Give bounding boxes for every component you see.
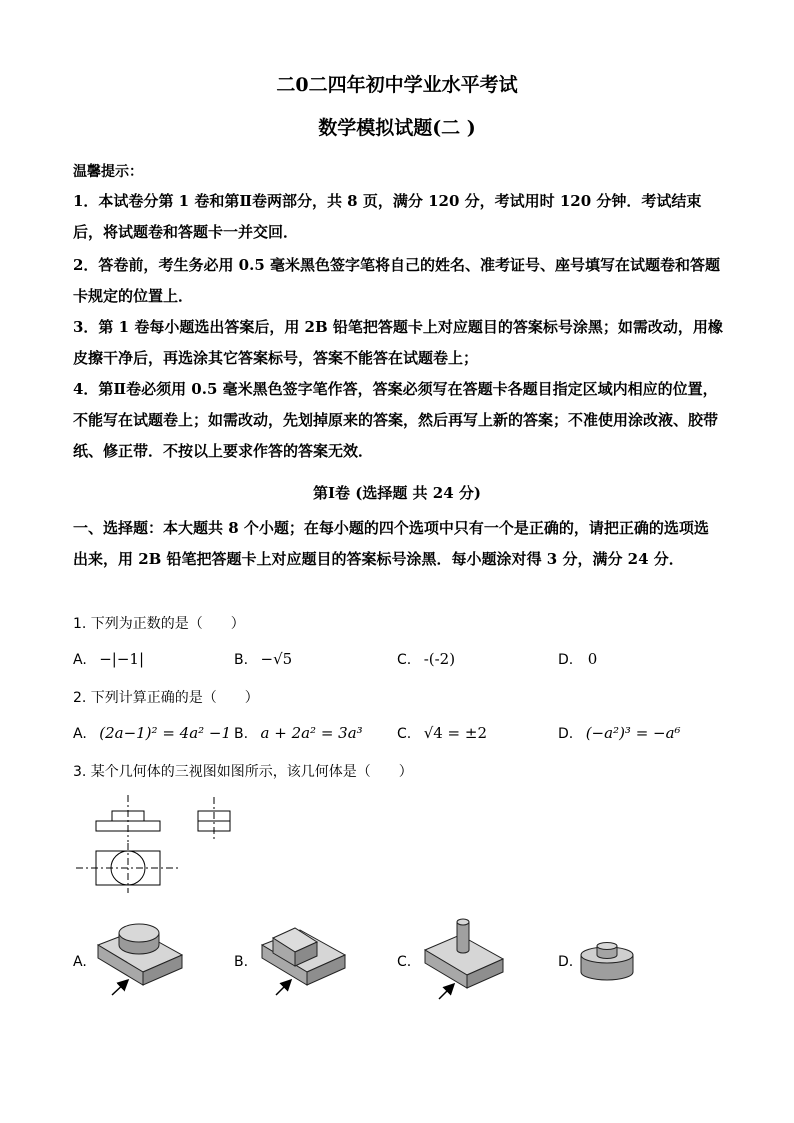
q3-solid-d: [581, 943, 633, 981]
q2-option-b-expr: a + 2a² = 3a³: [260, 724, 363, 742]
q1-option-b-letter: B.: [234, 652, 249, 668]
q2-option-d-letter: D.: [558, 726, 574, 742]
q2-option-c-expr: √4 = ±2: [423, 724, 488, 742]
q3-option-b-letter: B.: [234, 954, 249, 970]
notice-item-2: 2．答卷前，考生务必用 0.5 毫米黑色签字笔将自己的姓名、准考证号、座号填写在试题卷和答题卡规定的位置上．: [73, 256, 720, 305]
q3-solid-c: [425, 919, 503, 999]
q1-option-b-expr: −√5: [260, 650, 293, 668]
q3-option-d-letter: D.: [558, 954, 574, 970]
notice-item-1: 1．本试卷分第 1 卷和第Ⅱ卷两部分，共 8 页，满分 120 分，考试用时 120 分钟．考试结束后，将试题卷和答题卡一并交回．: [73, 192, 702, 241]
q1-option-a-letter: A.: [73, 652, 87, 668]
q1-option-a-expr: −|−1|: [99, 650, 145, 668]
q1-option-d-letter: D.: [558, 652, 574, 668]
notice-item-3: 3．第 1 卷每小题选出答案后，用 2B 铅笔把答题卡上对应题目的答案标号涂黑；如需改动，用橡皮擦干净后，再选涂其它答案标号，答案不能答在试题卷上；: [73, 318, 723, 367]
q3-solid-b: [262, 928, 345, 995]
q1-option-c-expr: -(-2): [423, 650, 456, 668]
question-1-stem: 1. 下列为正数的是（ ）: [73, 616, 245, 632]
q2-option-c-letter: C.: [397, 726, 412, 742]
exam-subtitle: 数学模拟试题(二 ): [318, 117, 476, 139]
q3-option-a-letter: A.: [73, 954, 87, 970]
q1-option-d-expr: 0: [587, 650, 598, 668]
q2-option-a-letter: A.: [73, 726, 87, 742]
question-2-stem: 2. 下列计算正确的是（ ）: [73, 690, 259, 706]
notice-item-4: 4．第Ⅱ卷必须用 0.5 毫米黑色签字笔作答，答案必须写在答题卡各题目指定区域内相应的位置，不能写在试题卷上；如需改动，先划掉原来的答案，然后再写上新的答案；不准使用涂改液、胶带纸、修正带．不按以上要求作答的答案无效．: [73, 380, 719, 460]
notice-heading: 温馨提示：: [73, 164, 143, 180]
q3-solid-a: [98, 924, 182, 995]
q2-option-b-letter: B.: [234, 726, 249, 742]
question-3-stem: 3. 某个几何体的三视图如图所示，该几何体是（ ）: [73, 764, 413, 780]
section-title: 第Ⅰ卷 (选择题 共 24 分): [313, 484, 481, 502]
section-instructions: 一、选择题：本大题共 8 个小题；在每小题的四个选项中只有一个是正确的，请把正确的选项选出来，用 2B 铅笔把答题卡上对应题目的答案标号涂黑．每小题涂对得 3 分，满分 24 分．: [73, 519, 709, 568]
q2-option-d-expr: (−a²)³ = −a⁶: [585, 724, 681, 742]
q3-option-c-letter: C.: [397, 954, 412, 970]
q2-option-a-expr: (2a−1)² = 4a² −1: [99, 724, 232, 742]
q1-option-c-letter: C.: [397, 652, 412, 668]
exam-title: 二0二四年初中学业水平考试: [276, 74, 518, 96]
